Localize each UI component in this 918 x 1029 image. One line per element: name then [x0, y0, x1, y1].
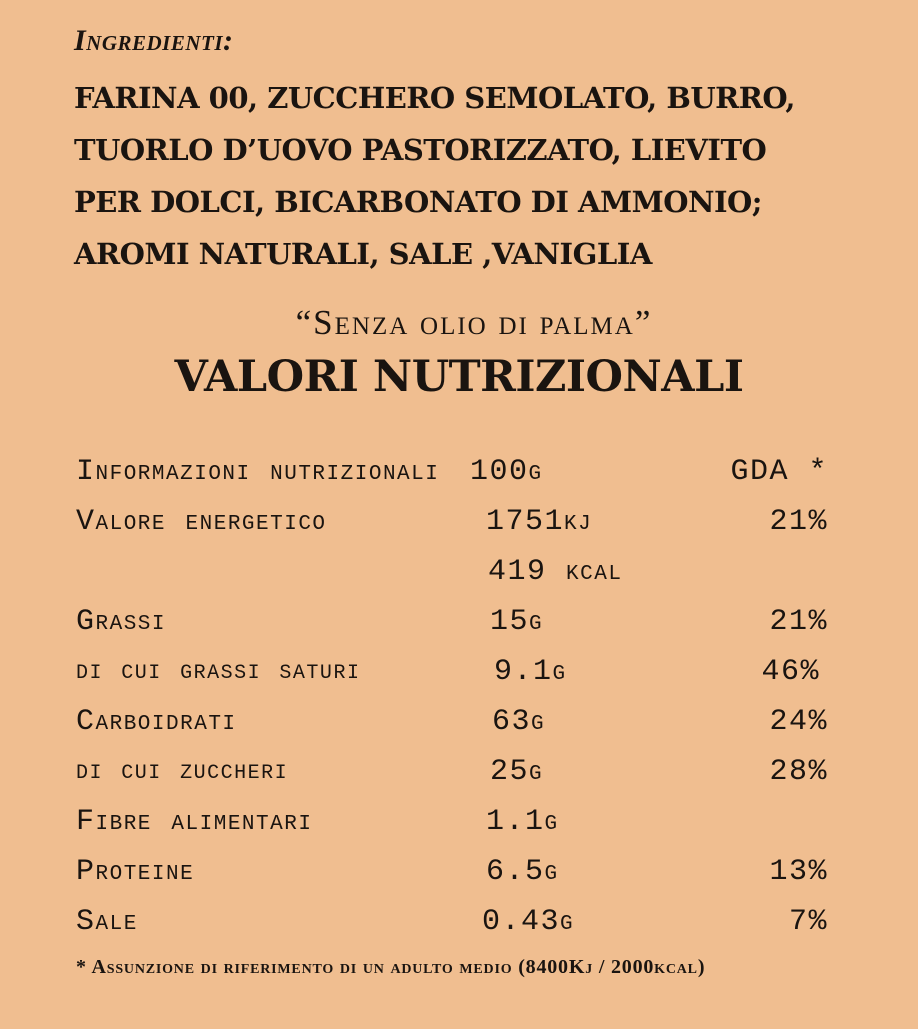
- table-row: [76, 600, 836, 650]
- ingredients-list: [74, 72, 894, 280]
- ingredients-line: FARINA 00, ZUCCHERO SEMOLATO, BURRO,: [74, 81, 796, 115]
- row-value: 0.43g: [482, 905, 575, 939]
- gda-footnote: * Assunzione di riferimento di un adulto medio (8400Kj / 2000kcal): [76, 956, 706, 978]
- ingredients-line: TUORLO D’UOVO PASTORIZZATO, LIEVITO: [74, 133, 767, 167]
- row-value: 9.1g: [494, 655, 567, 689]
- nutrition-table: [76, 450, 836, 950]
- row-name: Valore energetico: [76, 505, 327, 539]
- row-gda: 46%: [761, 655, 820, 689]
- header-gda: GDA *: [730, 455, 828, 489]
- row-name: di cui grassi saturi: [76, 656, 361, 687]
- nutrition-title: VALORI NUTRIZIONALI: [174, 352, 744, 402]
- row-name: Grassi: [76, 605, 167, 639]
- row-gda: 24%: [769, 705, 828, 739]
- row-value: 1.1g: [486, 805, 559, 839]
- row-gda: 7%: [788, 905, 828, 939]
- ingredients-line: PER DOLCI, BICARBONATO DI AMMONIO;: [74, 185, 762, 219]
- table-row: [76, 750, 836, 800]
- table-row: [76, 700, 836, 750]
- table-row: [76, 900, 836, 950]
- row-value: 1751kj: [486, 505, 593, 539]
- row-value: 419 kcal: [488, 555, 623, 589]
- row-gda: 21%: [769, 505, 828, 539]
- table-row: [76, 550, 836, 600]
- row-name: Proteine: [76, 855, 195, 889]
- ingredients-line: AROMI NATURALI, SALE ,VANIGLIA: [74, 237, 652, 271]
- row-value: 6.5g: [486, 855, 559, 889]
- row-name: di cui zuccheri: [76, 756, 289, 787]
- table-row: [76, 850, 836, 900]
- palm-oil-free-tagline: “Senza olio di palma”: [295, 303, 653, 342]
- row-gda: 13%: [769, 855, 828, 889]
- row-gda: 21%: [769, 605, 828, 639]
- table-row: [76, 650, 836, 700]
- row-value: 25g: [490, 755, 544, 789]
- row-gda: 28%: [769, 755, 828, 789]
- table-row: [76, 800, 836, 850]
- row-name: Sale: [76, 905, 138, 939]
- ingredients-label: Ingredienti:: [74, 24, 234, 57]
- nutrition-header-row: [76, 450, 836, 500]
- row-name: Fibre alimentari: [76, 805, 313, 839]
- header-name: Informazioni nutrizionali: [76, 455, 440, 489]
- header-value: 100g: [470, 455, 543, 489]
- row-name: Carboidrati: [76, 705, 237, 739]
- row-value: 15g: [490, 605, 544, 639]
- table-row: [76, 500, 836, 550]
- row-value: 63g: [492, 705, 546, 739]
